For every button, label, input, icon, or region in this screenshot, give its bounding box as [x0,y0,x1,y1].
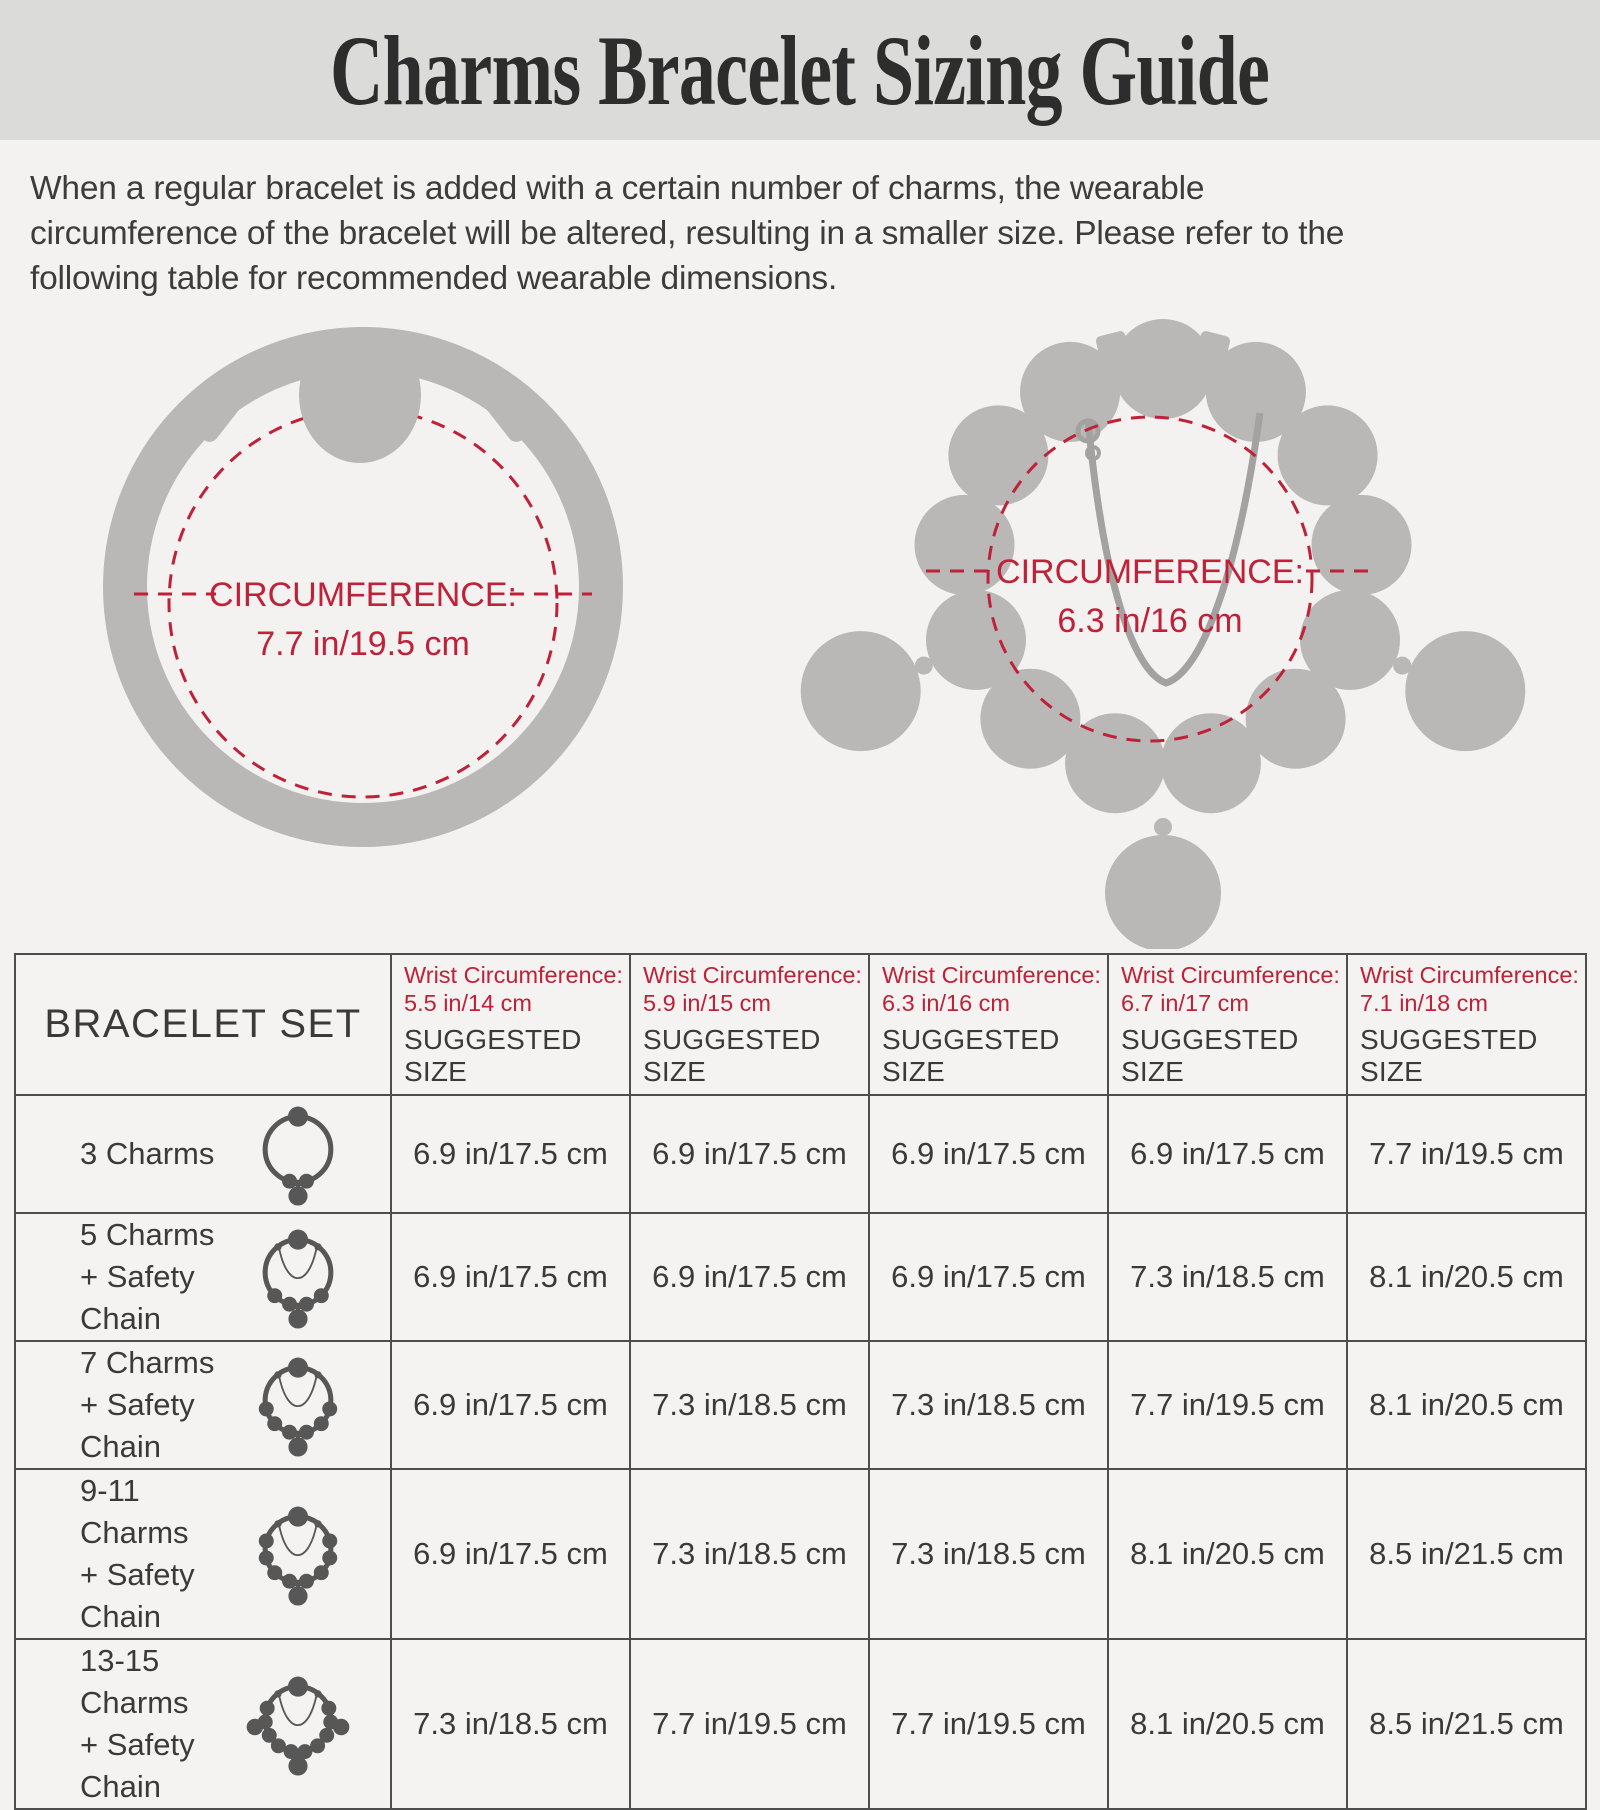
wrist-circumference-value: 5.5 in/14 cm [404,990,533,1016]
suggested-size-label: SUGGESTED SIZE [643,1024,821,1087]
suggested-size-cell: 6.9 in/17.5 cm [391,1095,630,1213]
charm-bracelet-illustration [788,301,1560,949]
plain-circumference-label: CIRCUMFERENCE: [209,576,517,614]
table-row [15,1639,1586,1809]
suggested-size-cell: 6.9 in/17.5 cm [391,1213,630,1341]
intro-line: When a regular bracelet is added with a certain number of charms, the wearable [30,170,1205,207]
suggested-size-cell: 7.7 in/19.5 cm [1108,1341,1347,1469]
header-wrist-18cm [1347,954,1586,1095]
wrist-circumference-label: Wrist Circumference: [643,962,862,988]
suggested-size-cell: 8.1 in/20.5 cm [1108,1469,1347,1639]
suggested-size-cell: 8.5 in/21.5 cm [1347,1639,1586,1809]
intro-line: following table for recommended wearable dimensions. [30,260,838,297]
charm-circumference-value: 6.3 in/16 cm [1057,602,1243,640]
suggested-size-cell: 6.9 in/17.5 cm [630,1095,869,1213]
intro-text [30,166,1600,301]
suggested-size-cell: 7.7 in/19.5 cm [1347,1095,1586,1213]
suggested-size-cell: 7.3 in/18.5 cm [869,1341,1108,1469]
suggested-size-cell: 6.9 in/17.5 cm [391,1341,630,1469]
bracelet-clasp [299,327,421,463]
suggested-size-cell: 8.5 in/21.5 cm [1347,1469,1586,1639]
wrist-circumference-label: Wrist Circumference: [882,962,1101,988]
suggested-size-label: SUGGESTED SIZE [404,1024,582,1087]
header-wrist-16cm [869,954,1108,1095]
suggested-size-cell: 7.3 in/18.5 cm [630,1341,869,1469]
suggested-size-cell: 8.1 in/20.5 cm [1108,1639,1347,1809]
page-title: Charms Bracelet Sizing Guide [330,14,1270,126]
table-row [15,1469,1586,1639]
wrist-circumference-label: Wrist Circumference: [404,962,623,988]
table-row [15,1341,1586,1469]
safety-chain [1078,413,1260,683]
wrist-circumference-label: Wrist Circumference: [1121,962,1340,988]
table-row [15,1095,1586,1213]
suggested-size-label: SUGGESTED SIZE [1121,1024,1299,1087]
suggested-size-cell: 7.7 in/19.5 cm [630,1639,869,1809]
wrist-circumference-value: 6.3 in/16 cm [882,990,1011,1016]
suggested-size-cell: 7.3 in/18.5 cm [869,1469,1108,1639]
wrist-circumference-label: Wrist Circumference: [1360,962,1579,988]
suggested-size-cell: 8.1 in/20.5 cm [1347,1213,1586,1341]
bracelet-set-label: 3 Charms [80,1136,215,1171]
table-row [15,1213,1586,1341]
intro-line: circumference of the bracelet will be altered, resulting in a smaller size. Please refer to the [30,215,1345,252]
suggested-size-cell: 7.7 in/19.5 cm [869,1639,1108,1809]
wrist-circumference-value: 7.1 in/18 cm [1360,990,1489,1016]
bracelet-9-11-charms-chain-icon [246,1496,350,1612]
suggested-size-cell: 8.1 in/20.5 cm [1347,1341,1586,1469]
suggested-size-cell: 6.9 in/17.5 cm [630,1213,869,1341]
bracelet-13-15-charms-chain-icon [246,1666,350,1782]
suggested-size-cell: 6.9 in/17.5 cm [1108,1095,1347,1213]
bracelet-set-label: 5 Charms + Safety Chain [80,1217,215,1336]
bracelet-7-charms-chain-icon [246,1347,350,1463]
suggested-size-cell: 6.9 in/17.5 cm [869,1213,1108,1341]
suggested-size-cell: 6.9 in/17.5 cm [869,1095,1108,1213]
wrist-circumference-value: 5.9 in/15 cm [643,990,772,1016]
diagrams-section [0,301,1600,947]
plain-circumference-value: 7.7 in/19.5 cm [256,625,470,663]
suggested-size-label: SUGGESTED SIZE [1360,1024,1538,1087]
header-bracelet-set: BRACELET SET [15,954,391,1095]
suggested-size-cell: 6.9 in/17.5 cm [391,1469,630,1639]
bracelet-5-charms-chain-icon [246,1219,350,1335]
plain-bracelet-illustration [68,317,648,889]
charm-circumference-label: CIRCUMFERENCE: [996,553,1304,591]
sizing-table [14,953,1587,1810]
bracelet-3-charms-icon [246,1096,350,1212]
bracelet-set-label: 9-11 Charms + Safety Chain [80,1473,195,1634]
title-banner [0,0,1600,140]
suggested-size-cell: 7.3 in/18.5 cm [630,1469,869,1639]
header-wrist-15cm [630,954,869,1095]
header-wrist-14cm [391,954,630,1095]
suggested-size-cell: 7.3 in/18.5 cm [391,1639,630,1809]
header-wrist-17cm [1108,954,1347,1095]
suggested-size-cell: 7.3 in/18.5 cm [1108,1213,1347,1341]
table-header-row [15,954,1586,1095]
bracelet-set-label: 13-15 Charms + Safety Chain [80,1643,195,1804]
bracelet-set-label: 7 Charms + Safety Chain [80,1345,215,1464]
suggested-size-label: SUGGESTED SIZE [882,1024,1060,1087]
sizing-table-body [15,1095,1586,1809]
wrist-circumference-value: 6.7 in/17 cm [1121,990,1250,1016]
